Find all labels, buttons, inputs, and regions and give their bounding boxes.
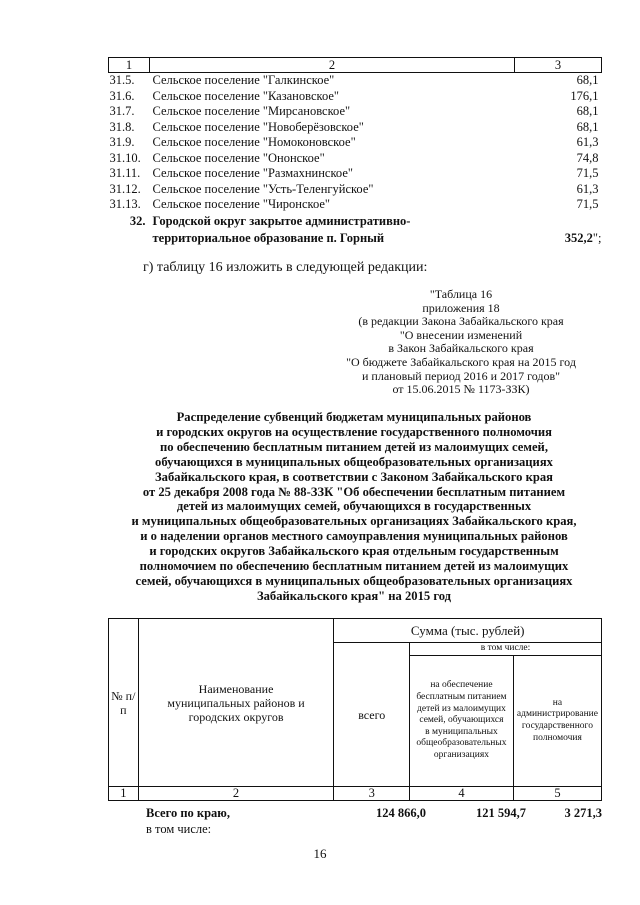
- total-admin: 3 271,3: [564, 806, 602, 820]
- col-sum-header: Сумма (тыс. рублей): [334, 619, 602, 643]
- row-value: 71,5: [576, 166, 599, 180]
- title-line: обучающихся в муниципальных общеобразовательных организациях: [155, 454, 553, 469]
- reference-line: "О внесении изменений: [399, 327, 523, 342]
- total-sublabel: в том числе:: [146, 822, 212, 836]
- row-name: Сельское поселение "Чиронское": [152, 197, 331, 211]
- table-row: [109, 89, 602, 105]
- row-value: 176,1: [570, 88, 599, 103]
- row-name-line: Городской округ закрытое административно-: [152, 213, 411, 228]
- total-sum: 124 866,0: [376, 806, 426, 820]
- table-row: [109, 120, 602, 136]
- row-value: 61,3: [576, 181, 599, 196]
- row-name: Сельское поселение "Усть-Теленгуйское": [152, 181, 374, 196]
- top-table-header: [109, 58, 602, 73]
- total-label: Всего по краю,: [146, 806, 230, 820]
- total-food: 121 594,7: [476, 806, 526, 820]
- col-including-header: в том числе:: [410, 643, 602, 656]
- row-number: 31.11.: [109, 166, 141, 180]
- col-number-header: № п/п: [109, 619, 139, 787]
- row-number: 32.: [129, 213, 146, 228]
- column-number: 3: [334, 787, 410, 801]
- table-row-final: [109, 213, 602, 247]
- title-line: и о наделении органов местного самоуправления муниципальных районов: [140, 529, 568, 544]
- column-number: 4: [410, 787, 514, 801]
- title-line: по обеспечению бесплатным питанием детей из малоимущих семей,: [160, 439, 548, 454]
- title-line: и муниципальных общеобразовательных организациях Забайкальского края,: [131, 514, 577, 529]
- top-col-3-header: 3: [515, 58, 602, 73]
- reference-line: (в редакции Закона Забайкальского края: [358, 314, 564, 329]
- row-value: 68,1: [576, 73, 599, 87]
- title-line: детей из малоимущих семей, обучающихся в государственных: [176, 499, 532, 514]
- row-value-number: 352,2: [564, 230, 593, 245]
- row-value: 74,8: [576, 150, 599, 165]
- row-value: 68,1: [576, 104, 599, 118]
- row-number: 31.6.: [109, 88, 135, 103]
- title-line: Распределение субвенций бюджетам муниципальных районов: [176, 410, 532, 424]
- row-name: Сельское поселение "Галкинское": [152, 73, 335, 87]
- title-line: полномочием по обеспечению бесплатным питанием детей из малоимущих: [139, 559, 569, 574]
- reference-line: и плановый период 2016 и 2017 годов": [361, 368, 561, 383]
- row-name: [150, 213, 515, 247]
- col-total-header: всего: [334, 643, 410, 787]
- instruction-paragraph: г) таблицу 16 изложить в следующей редакции:: [143, 260, 428, 275]
- main-table: [108, 618, 602, 801]
- row-value: 61,3: [576, 135, 599, 149]
- top-col-2-header: 2: [150, 58, 515, 73]
- row-name: Сельское поселение "Ононское": [152, 150, 325, 165]
- top-table: [108, 57, 602, 247]
- row-number: 31.9.: [109, 135, 135, 149]
- top-col-1-header: 1: [109, 58, 150, 73]
- closing-quote: ";: [592, 230, 602, 245]
- table-reference: [330, 288, 592, 397]
- title-line: Забайкальского края, в соответствии с Законом Забайкальского края: [155, 469, 553, 484]
- column-number: 2: [138, 787, 334, 801]
- row-value: [515, 213, 602, 247]
- reference-line: в Закон Забайкальского края: [388, 341, 534, 356]
- row-name-line: территориальное образование п. Горный: [152, 230, 385, 245]
- column-number: 1: [109, 787, 139, 801]
- row-number: 31.7.: [109, 104, 135, 118]
- title-line: семей, обучающихся в муниципальных общеобразовательных организациях: [135, 573, 573, 588]
- row-name: Сельское поселение "Размахнинское": [152, 166, 353, 180]
- row-name: Сельское поселение "Казановское": [152, 88, 339, 103]
- table-row: [109, 151, 602, 167]
- table-row: [109, 182, 602, 198]
- reference-line: от 15.06.2015 № 1173-ЗЗК): [392, 382, 530, 397]
- reference-line: "Таблица 16: [429, 287, 493, 301]
- document-title: [100, 410, 608, 604]
- table-row: [109, 166, 602, 182]
- row-number: 31.13.: [109, 197, 141, 211]
- table-row: [109, 73, 602, 89]
- page-number: 16: [313, 846, 327, 861]
- column-numbers-row: [109, 787, 602, 801]
- row-number: 31.8.: [109, 119, 135, 134]
- col-name-header: Наименование муниципальных районов и городских округов: [138, 619, 334, 787]
- row-name: Сельское поселение "Номоконовское": [152, 135, 356, 149]
- title-line: Забайкальского края" на 2015 год: [256, 588, 452, 603]
- row-number: 31.10.: [109, 150, 141, 165]
- row-name: Сельское поселение "Мирсановское": [152, 104, 351, 118]
- row-value: 71,5: [576, 197, 599, 211]
- table-row: [109, 104, 602, 120]
- table-row: [109, 135, 602, 151]
- column-number: 5: [513, 787, 601, 801]
- title-line: и городских округов Забайкальского края отдельным государственным: [149, 544, 559, 559]
- title-line: и городских округов на осуществление государственного полномочия: [156, 424, 552, 439]
- reference-line: приложения 18: [422, 300, 500, 315]
- col-admin-header: на администрирование государственного полномочия: [513, 656, 601, 787]
- row-number: 31.12.: [109, 181, 141, 196]
- title-line: от 25 декабря 2008 года № 88-ЗЗК "Об обеспечении бесплатным питанием: [142, 484, 566, 499]
- row-value: 68,1: [576, 119, 599, 134]
- row-name: Сельское поселение "Новоберёзовское": [152, 119, 364, 134]
- row-number: 31.5.: [109, 73, 135, 87]
- col-food-header: на обеспечение бесплатным питанием детей из малоимущих семей, обучающихся в муниципальных общеобразовательных организациях: [410, 656, 514, 787]
- reference-line: "О бюджете Забайкальского края на 2015 год: [346, 354, 576, 369]
- table-row: [109, 197, 602, 213]
